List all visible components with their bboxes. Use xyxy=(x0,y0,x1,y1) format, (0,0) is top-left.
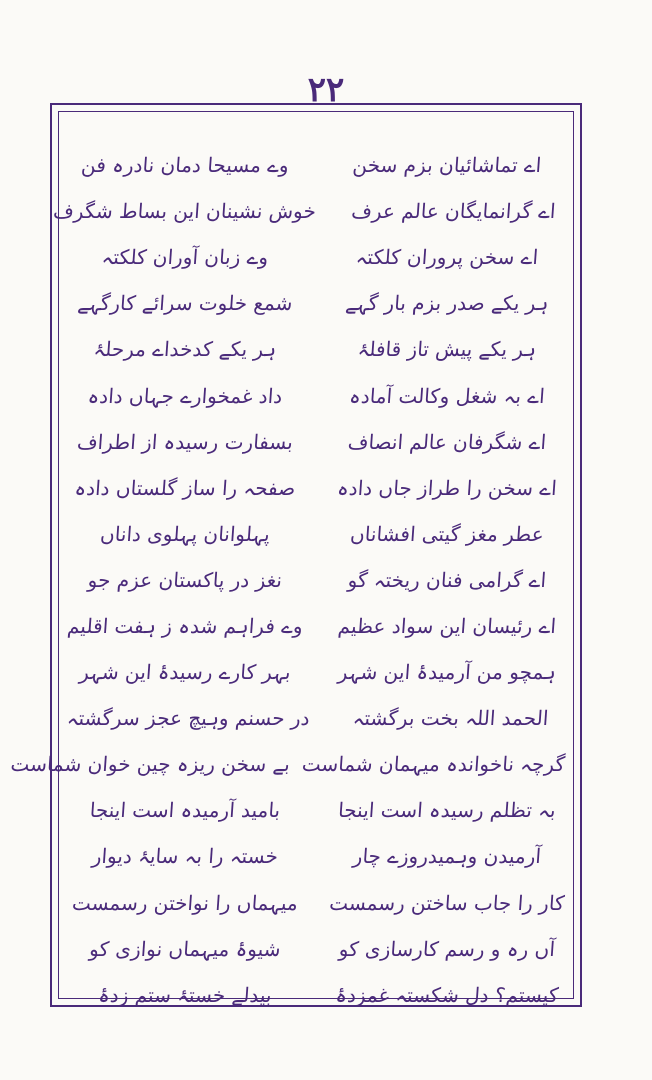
couplet-row xyxy=(67,142,565,188)
misra-second: بے سخن ریزہ چین خوان شماست xyxy=(9,752,291,777)
misra-second: پہلوانان پہلوی داناں xyxy=(99,521,271,546)
couplet-row xyxy=(67,787,565,833)
couplet-row xyxy=(67,972,565,1018)
misra-first: بہ تظلم رسیدہ است اینجا xyxy=(337,798,557,823)
misra-first: اے تماشائیان بزم سخن xyxy=(351,153,543,178)
misra-second: وے فراہم شدہ ز ہفت اقلیم xyxy=(66,613,304,638)
couplet-row xyxy=(67,372,565,418)
couplet-row xyxy=(67,833,565,879)
misra-first: اے گرانمایگان عالم عرف xyxy=(350,199,557,224)
couplet-row xyxy=(67,695,565,741)
misra-first: کار را جاب ساختن رسمست xyxy=(328,890,566,915)
couplet-row xyxy=(67,234,565,280)
couplet-row xyxy=(67,603,565,649)
misra-first: اے گرامی فنان ریختہ گو xyxy=(346,567,547,592)
misra-second: بیدلے خستۂ ستم زدۂ xyxy=(97,982,273,1007)
couplet-row xyxy=(67,557,565,603)
misra-first: اے شگرفان عالم انصاف xyxy=(347,429,547,454)
couplet-row xyxy=(67,280,565,326)
misra-first: اے سخن پروران کلکتہ xyxy=(354,245,540,270)
misra-first: اے سخن را طراز جاں دادہ xyxy=(336,475,558,500)
page-number: ۲۲ xyxy=(307,70,345,110)
misra-second: خوش نشینان این بساط شگرف xyxy=(52,199,317,224)
misra-second: در حسنم وہیچ عجز سرگشتہ xyxy=(66,706,311,731)
misra-second: خستہ را بہ سایۂ دیوار xyxy=(91,844,279,869)
couplet-row xyxy=(67,326,565,372)
misra-first: کیستم؟ دل شکستہ غمزدۂ xyxy=(334,982,560,1007)
couplet-row xyxy=(67,511,565,557)
misra-second: نغز در پاکستان عزم جو xyxy=(87,567,283,592)
misra-first: آں رہ و رسم کارسازی کو xyxy=(338,936,556,961)
misra-second: شمع خلوت سرائے کارگہے xyxy=(76,291,294,316)
misra-second: بامید آرمیدہ است اینجا xyxy=(89,798,281,823)
misra-first: الحمد اللہ بخت برگشتہ xyxy=(351,706,549,731)
misra-first: اے رئیسان این سواد عظیم xyxy=(337,613,557,638)
misra-first: گرچہ ناخواندہ میہمان شماست xyxy=(301,752,566,777)
couplet-row xyxy=(67,880,565,926)
misra-first: آرمیدن وہمیدروزے چار xyxy=(352,844,542,869)
misra-second: میہماں را نواختن رسمست xyxy=(71,890,299,915)
misra-second: وے مسیحا دمان نادرہ فن xyxy=(80,153,290,178)
page-border xyxy=(9,103,582,1007)
misra-second: بسفارت رسیدہ از اطراف xyxy=(76,429,294,454)
misra-second: شیوۂ میہماں نوازی کو xyxy=(88,936,282,961)
page-inner-border xyxy=(9,111,574,1007)
misra-second: وے زبان آوران کلکتہ xyxy=(100,245,270,270)
misra-second: ہر یکے کدخداے مرحلۂ xyxy=(92,337,278,362)
couplet-row xyxy=(9,741,566,787)
couplet-row xyxy=(67,419,565,465)
couplet-list xyxy=(9,142,566,1018)
couplet-row xyxy=(67,649,565,695)
misra-second: داد غمخوارے جہاں دادہ xyxy=(86,383,284,408)
misra-first: ہر یکے صدر بزم بار گہے xyxy=(344,291,550,316)
misra-first: ہر یکے پیش تاز قافلۂ xyxy=(356,337,538,362)
misra-first: ہمچو من آرمیدۂ این شہر xyxy=(337,660,557,685)
couplet-row xyxy=(67,465,565,511)
couplet-row xyxy=(52,188,565,234)
misra-second: بہر کارے رسیدۂ این شہر xyxy=(78,660,292,685)
misra-second: صفحہ را ساز گلستاں دادہ xyxy=(73,475,297,500)
couplet-row xyxy=(67,926,565,972)
misra-first: عطر مغز گیتی افشاناں xyxy=(349,521,545,546)
misra-first: اے بہ شغل وکالت آمادہ xyxy=(348,383,546,408)
